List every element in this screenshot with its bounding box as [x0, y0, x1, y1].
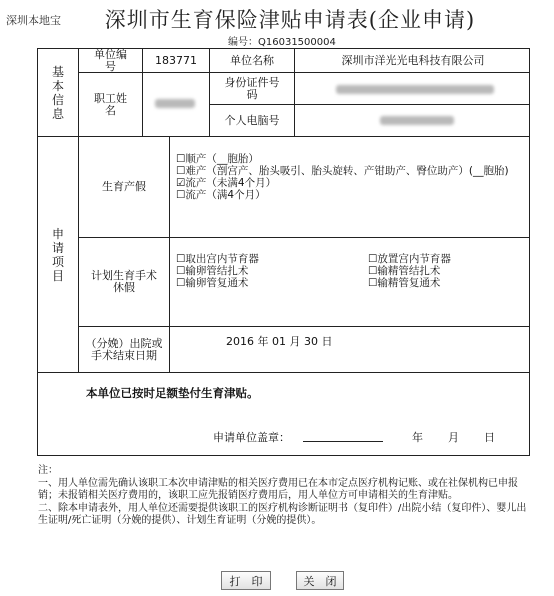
unit-name-value: 深圳市洋光光电科技有限公司	[341, 53, 485, 67]
apply-items-label: 申请项目	[51, 226, 64, 283]
option-insert-iud: ☐放置宫内节育器	[368, 253, 451, 265]
unit-code-label: 单位编号	[94, 47, 127, 73]
notes-line-1: 一、用人单位需先确认该职工本次申请津贴的相关医疗费用已在本市定点医疗机构记账、或在社保机构已申报销；未报销相关医疗费用的，该职工应先报销医疗费用后，用人单位方可申请相关的生育津贴。	[38, 477, 518, 501]
option-natural-birth: ☐顺产（__胞胎）	[176, 153, 259, 165]
rule-items-bottom	[38, 372, 529, 373]
option-tubal-reversal: ☐输卵管复通术	[176, 277, 249, 289]
seal-date: 年 月 日	[412, 431, 496, 444]
discharge-date-label: （分娩）出院或手术结束日期	[85, 336, 163, 362]
family-planning-options-right	[368, 253, 451, 289]
print-button[interactable]: 打 印	[221, 571, 271, 590]
seal-label: 申请单位盖章：	[213, 431, 290, 444]
staff-name-label: 职工姓名	[94, 91, 127, 117]
option-tubal-ligation: ☐输卵管结扎术	[176, 265, 249, 277]
family-planning-label: 计划生育手术休假	[91, 269, 157, 294]
unit-code-value: 183771	[155, 53, 197, 67]
staff-name-redacted	[155, 99, 195, 108]
family-planning-options-left	[176, 253, 259, 289]
notes-line-2: 二、除本申请表外，用人单位还需要提供该职工的医疗机构诊断证明书（复印件）/出院小结（复印件）、婴儿出生证明/死亡证明（分娩的提供）、计划生育证明（分娩的提供）。	[38, 502, 527, 526]
application-form	[37, 48, 530, 456]
discharge-date-value: 2016 年 01 月 30 日	[226, 335, 333, 348]
rule-basic-row1	[78, 72, 529, 73]
form-title: 深圳市生育保险津贴申请表(企业申请)	[104, 8, 476, 32]
option-remove-iud: ☐取出宫内节育器	[176, 253, 259, 265]
unit-name-label: 单位名称	[230, 53, 274, 67]
seal-underline	[303, 441, 383, 442]
close-button[interactable]: 关 闭	[296, 571, 344, 590]
notes-section	[38, 465, 532, 528]
watermark-text: 深圳本地宝	[6, 14, 61, 27]
action-bar	[0, 571, 554, 591]
maternity-options	[176, 153, 509, 201]
id-number-label: 身份证件号码	[224, 75, 280, 101]
option-miscarriage-under-4m: ☑流产（未满4个月）	[176, 177, 277, 189]
maternity-leave-label: 生育产假	[102, 180, 146, 193]
pc-number-redacted	[380, 116, 454, 125]
pc-number-label: 个人电脑号	[224, 113, 280, 127]
option-miscarriage-over-4m: ☐流产（满4个月）	[176, 189, 266, 201]
option-difficult-birth: ☐难产（剖宫产、胎头吸引、胎头旋转、产钳助产、臀位助产）(__胞胎)	[176, 165, 509, 177]
id-number-redacted	[336, 85, 494, 94]
basic-info-label: 基本信息	[51, 64, 64, 121]
form-number: 编号：Q16031500004	[228, 37, 336, 48]
option-vasectomy-reversal: ☐输精管复通术	[368, 277, 441, 289]
statement-text: 本单位已按时足额垫付生育津贴。	[86, 386, 259, 400]
rule-items-col	[169, 136, 170, 372]
notes-heading: 注：	[38, 465, 58, 476]
option-vasectomy: ☐输精管结扎术	[368, 265, 441, 277]
